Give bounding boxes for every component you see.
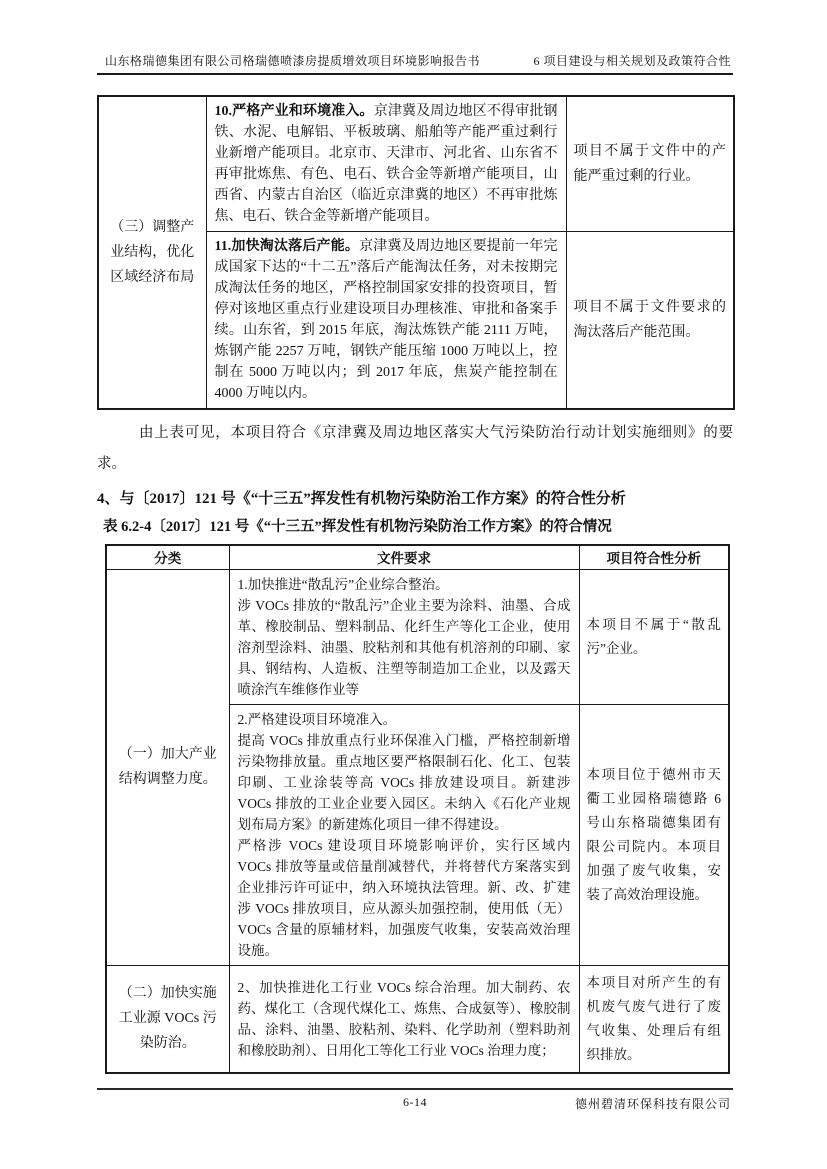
requirement-10-title: 10.严格产业和环境准入。 <box>214 104 374 119</box>
footer-company-name: 德州碧清环保科技有限公司 <box>574 1097 731 1111</box>
table2-analysis-cell-1: 本项目不属于“散乱污”企业。 <box>579 569 729 704</box>
table1-requirement-cell-11 <box>206 232 566 410</box>
table-row <box>106 569 729 704</box>
conclusion-paragraph: 由上表可见，本项目符合《京津冀及周边地区落实大气污染防治行动计划实施细则》的要求。 <box>97 425 733 472</box>
table-header-row <box>106 545 729 569</box>
requirement-1-body: 涉 VOCs 排放的“散乱污”企业主要为涂料、油墨、合成革、橡胶制品、塑料制品、化纤生产等化工企业，使用溶剂型涂料、油墨、胶粘剂和其他有机溶剂的印刷、家具、钢结构、人造板、注塑等制造加工企业，以及露天喷涂汽车维修作业等 <box>237 597 571 697</box>
requirement-2-body2: 严格涉 VOCs 建设项目环境影响评价，实行区域内 VOCs 排放等量或倍量削减替代，并将替代方案落实到企业排污许可证中，纳入环境执法管理。新、改、扩建涉 VOCs 排放项目，应从源头加强控制，使用低（无）VOCs 含量的原辅材料，加强废气收集，安装高效治理设施。 <box>237 837 571 958</box>
table-vocs-plan-compliance <box>105 544 730 1074</box>
page-footer <box>97 1088 733 1111</box>
requirement-1-title: 1.加快推进“散乱污”企业综合整治。 <box>237 576 449 592</box>
page-number: 6-14 <box>403 1095 427 1109</box>
requirement-3-text: 2、加快推进化工行业 VOCs 综合治理。加大制药、农药、煤化工（含现代煤化工、炼焦、合成氨等）、橡胶制品、涂料、油墨、胶粘剂、染料、化学助剂（塑料助剂和橡胶助剂）、日用化工等化工行业 VOCs 治理力度； <box>237 979 571 1058</box>
table1-analysis-cell-11: 项目不属于文件要求的淘汰落后产能范围。 <box>566 232 734 410</box>
page-header <box>97 0 733 75</box>
table2-analysis-cell-3: 本项目对所产生的有机废气废气进行了废气收集、处理后有组织排放。 <box>579 965 729 1073</box>
section-heading: 4、与〔2017〕121 号《“十三五”挥发性有机物污染防治工作方案》的符合性分析 <box>97 491 626 507</box>
requirement-11-text: 京津冀及周边地区要提前一年完成国家下达的“十二五”落后产能淘汰任务，对未按期完成淘汰任务的地区，严格控制国家安排的投资项目，暂停对该地区重点行业建设项目办理核准、审批和备案手续。山东省，到 2015 年底，淘汰炼铁产能 2111 万吨，炼钢产能 2257 万吨，钢铁产能压缩 1000 万吨以上，控制在 5000 万吨以内；到 2017 年底，焦炭产能控制在 4000 万吨以内。 <box>214 239 558 401</box>
table2-analysis-cell-2: 本项目位于德州市天衢工业园格瑞德路 6 号山东格瑞德集团有限公司院内。本项目加强了废气收集，安装了高效治理设施。 <box>579 704 729 965</box>
column-header-requirement: 文件要求 <box>229 545 579 569</box>
column-header-category: 分类 <box>106 545 229 569</box>
requirement-2-body1: 提高 VOCs 排放重点行业环保准入门槛，严格控制新增污染物排放量。重点地区要严格限制石化、化工、包装印刷、工业涂装等高 VOCs 排放建设项目。新建涉 VOCs 排放的工业企业要入园区。未纳入《石化产业规划布局方案》的新建炼化项目一律不得建设。 <box>237 732 571 832</box>
requirement-2-title: 2.严格建设项目环境准入。 <box>237 711 397 727</box>
table2-category-cell-1: （一）加大产业结构调整力度。 <box>106 569 229 965</box>
table-caption: 表 6.2-4〔2017〕121 号《“十三五”挥发性有机物污染防治工作方案》的符合情况 <box>103 519 612 535</box>
header-report-title: 山东格瑞德集团有限公司格瑞德喷漆房提质增效项目环境影响报告书 <box>105 54 481 68</box>
table1-requirement-cell-10 <box>206 96 566 232</box>
table1-analysis-cell-10: 项目不属于文件中的产能严重过剩的行业。 <box>566 96 734 232</box>
requirement-11-title: 11.加快淘汰落后产能。 <box>214 239 360 254</box>
header-chapter-title: 6 项目建设与相关规划及政策符合性 <box>533 54 731 68</box>
table2-category-cell-2: （二）加快实施工业源 VOCs 污染防治。 <box>106 965 229 1073</box>
table1-category-cell: （三）调整产业结构，优化区域经济布局 <box>98 96 206 409</box>
table2-requirement-cell-2 <box>229 704 579 965</box>
column-header-analysis: 项目符合性分析 <box>579 545 729 569</box>
table-jjj-action-plan-compliance <box>97 95 735 410</box>
table2-requirement-cell-1 <box>229 569 579 704</box>
table-row <box>106 965 729 1073</box>
table2-requirement-cell-3 <box>229 965 579 1073</box>
requirement-10-text: 京津冀及周边地区不得审批钢铁、水泥、电解铝、平板玻璃、船舶等产能严重过剩行业新增产能项目。北京市、天津市、河北省、山东省不再审批炼焦、有色、电石、铁合金等新增产能项目，山西省、内蒙古自治区（临近京津冀的地区）不再审批炼焦、电石、铁合金等新增产能项目。 <box>214 104 558 224</box>
table-row <box>98 96 734 232</box>
